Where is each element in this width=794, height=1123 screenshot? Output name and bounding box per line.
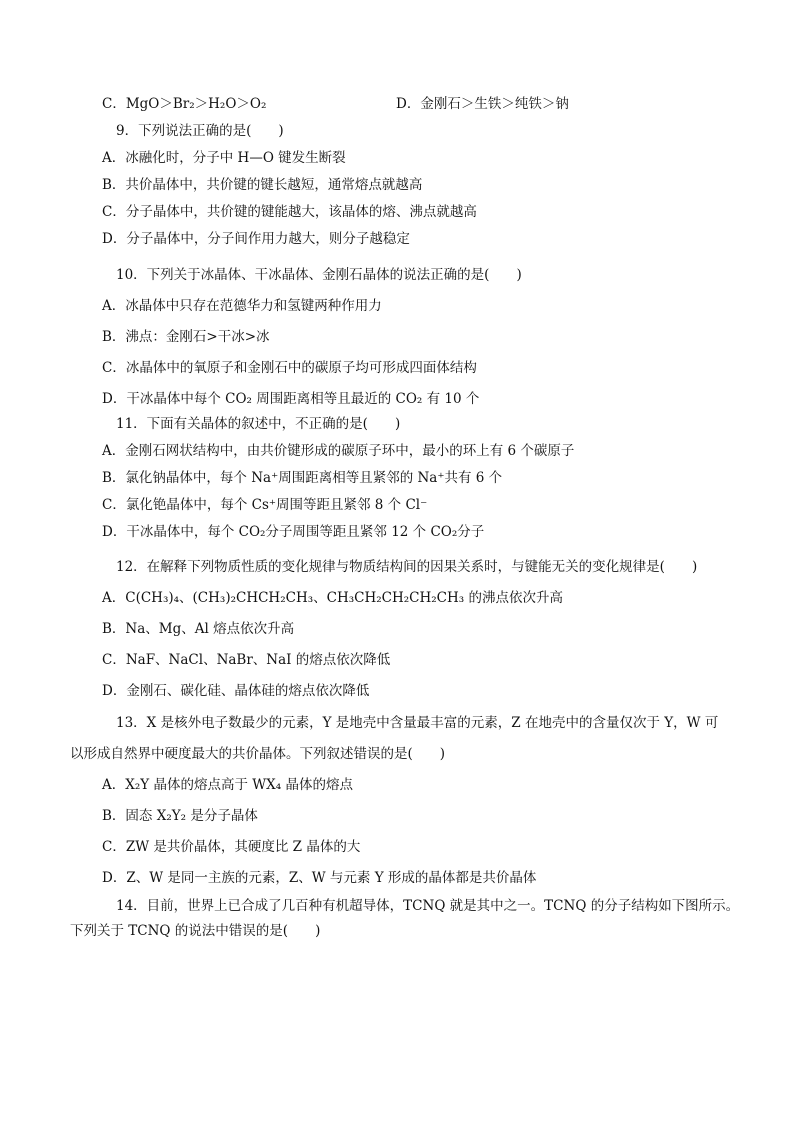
option-11b: B．氯化钠晶体中，每个 Na⁺周围距离相等且紧邻的 Na⁺共有 6 个	[102, 470, 503, 486]
question-13-line-2: 以形成自然界中硬度最大的共价晶体。下列叙述错误的是( )	[70, 746, 446, 762]
option-12a: A．C(CH₃)₄、(CH₃)₂CHCH₂CH₃、CH₃CH₂CH₂CH₂CH₃ 的沸点依次升高	[102, 590, 563, 606]
option-13a: A．X₂Y 晶体的熔点高于 WX₄ 晶体的熔点	[102, 777, 353, 793]
question-13-line-1: 13．X 是核外电子数最少的元素，Y 是地壳中含量最丰富的元素，Z 在地壳中的含量仅次于 Y，W 可	[116, 715, 719, 731]
option-13b: B．固态 X₂Y₂ 是分子晶体	[102, 808, 258, 824]
option-11a: A．金刚石网状结构中，由共价键形成的碳原子环中，最小的环上有 6 个碳原子	[102, 443, 575, 459]
option-9b: B．共价晶体中，共价键的键长越短，通常熔点就越高	[102, 177, 423, 193]
option-9a: A．冰融化时，分子中 H—O 键发生断裂	[102, 150, 346, 166]
option-11d: D．干冰晶体中，每个 CO₂分子周围等距且紧邻 12 个 CO₂分子	[102, 524, 485, 540]
question-10: 10．下列关于冰晶体、干冰晶体、金刚石晶体的说法正确的是( )	[116, 267, 522, 283]
option-8c: C．MgO＞Br₂＞H₂O＞O₂	[102, 96, 267, 112]
question-9: 9．下列说法正确的是( )	[116, 123, 284, 139]
option-8d: D．金刚石＞生铁＞纯铁＞钠	[396, 96, 569, 112]
option-9d: D．分子晶体中，分子间作用力越大，则分子越稳定	[102, 231, 410, 247]
option-12d: D．金刚石、碳化硅、晶体硅的熔点依次降低	[102, 683, 370, 699]
question-12: 12．在解释下列物质性质的变化规律与物质结构间的因果关系时，与键能无关的变化规律是( )	[116, 559, 698, 575]
option-13c: C．ZW 是共价晶体，其硬度比 Z 晶体的大	[102, 839, 361, 855]
option-12c: C．NaF、NaCl、NaBr、NaI 的熔点依次降低	[102, 652, 391, 668]
option-10c: C．冰晶体中的氧原子和金刚石中的碳原子均可形成四面体结构	[102, 360, 477, 376]
option-10d: D．干冰晶体中每个 CO₂ 周围距离相等且最近的 CO₂ 有 10 个	[102, 391, 480, 407]
question-11: 11．下面有关晶体的叙述中，不正确的是( )	[116, 416, 401, 432]
question-14-line-2: 下列关于 TCNQ 的说法中错误的是( )	[70, 923, 321, 939]
option-12b: B．Na、Mg、Al 熔点依次升高	[102, 621, 295, 637]
question-14-line-1: 14．目前，世界上已合成了几百种有机超导体，TCNQ 就是其中之一。TCNQ 的分子结构如下图所示。	[116, 898, 740, 914]
option-11c: C．氯化铯晶体中，每个 Cs⁺周围等距且紧邻 8 个 Cl⁻	[102, 497, 428, 513]
option-13d: D．Z、W 是同一主族的元素，Z、W 与元素 Y 形成的晶体都是共价晶体	[102, 870, 537, 886]
option-10a: A．冰晶体中只存在范德华力和氢键两种作用力	[102, 298, 382, 314]
option-9c: C．分子晶体中，共价键的键能越大，该晶体的熔、沸点就越高	[102, 204, 477, 220]
option-10b: B．沸点：金刚石>干冰>冰	[102, 329, 270, 345]
